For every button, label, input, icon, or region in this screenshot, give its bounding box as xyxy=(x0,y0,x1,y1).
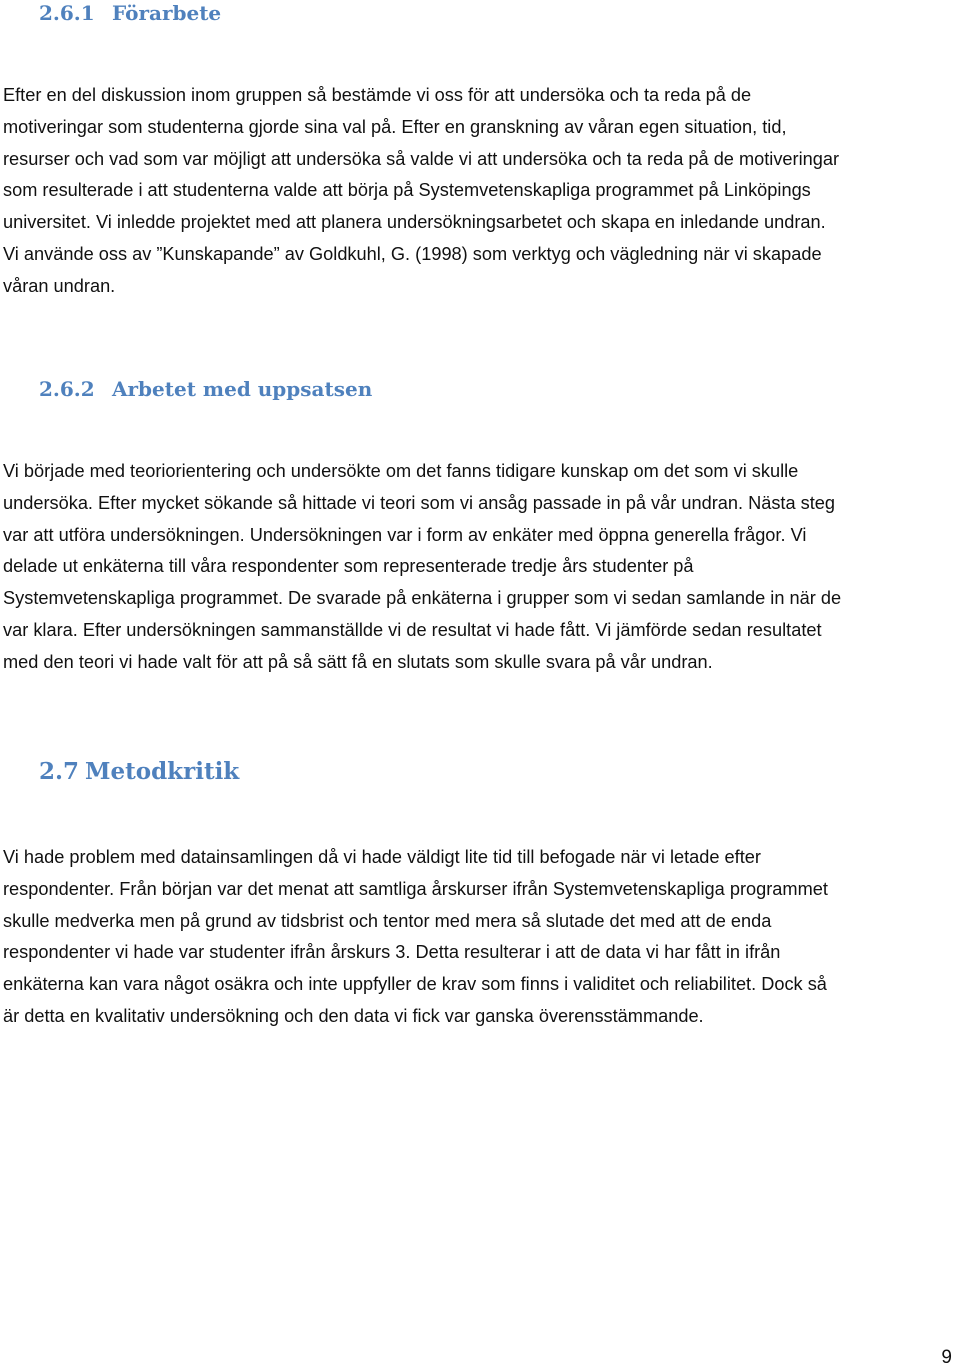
text-line: motiveringar som studenterna gjorde sina val på. Efter en granskning av våran egen situation, tid, xyxy=(3,116,787,137)
text-line: universitet. Vi inledde projektet med att planera undersökningsarbetet och skapa en inledande undran. xyxy=(3,212,826,233)
text-line: var att utföra undersökningen. Undersökningen var i form av enkäter med öppna generella frågor. Vi xyxy=(3,524,807,545)
text-line: delade ut enkäterna till våra respondenter som representerade tredje års studenter på xyxy=(3,556,694,577)
text-line: våran undran. xyxy=(3,275,116,296)
section-title: Arbetet med uppsatsen xyxy=(112,377,373,401)
paragraph-metodkritik xyxy=(3,842,953,1033)
text-line: som resulterade i att studenterna valde att börja på Systemvetenskapliga programmet på Linköpings xyxy=(3,180,811,201)
text-line: skulle medverka men på grund av tidsbrist och tentor med mera så slutade det med att de enda xyxy=(3,910,772,931)
section-heading-arbetet-med-uppsatsen xyxy=(39,376,372,402)
text-line: Vi hade problem med datainsamlingen då vi hade väldigt lite tid till befogade när vi letade efter xyxy=(3,847,761,867)
paragraph-forarbete xyxy=(3,80,953,303)
text-line: Systemvetenskapliga programmet. De svarade på enkäterna i grupper som vi sedan samlande in när de xyxy=(3,588,842,609)
section-heading-metodkritik xyxy=(39,757,239,787)
text-line: undersöka. Efter mycket sökande så hittade vi teori som vi ansåg passade in på vår undran. Nästa steg xyxy=(3,492,836,513)
text-line: resurser och vad som var möjligt att undersöka så valde vi att undersöka och ta reda på de motiveringar xyxy=(3,148,840,169)
section-title: Förarbete xyxy=(112,1,222,25)
text-line: respondenter. Från början var det menat att samtliga årskurser ifrån Systemvetenskapliga programmet xyxy=(3,878,828,899)
page-number: 9 xyxy=(941,1347,952,1368)
text-line: med den teori vi hade valt för att på så sätt få en slutats som skulle svara på vår undran. xyxy=(3,651,713,672)
section-heading-forarbete xyxy=(39,0,221,26)
text-line: Vi började med teoriorientering och undersökte om det fanns tidigare kunskap om det som vi skulle xyxy=(3,461,799,481)
text-line: var klara. Efter undersökningen sammanställde vi de resultat vi hade fått. Vi jämförde sedan resultatet xyxy=(3,619,822,640)
section-title: Metodkritik xyxy=(85,758,240,785)
section-number: 2.6.1 xyxy=(39,1,95,25)
text-line: Efter en del diskussion inom gruppen så bestämde vi oss för att undersöka och ta reda på de xyxy=(3,85,752,105)
section-number: 2.6.2 xyxy=(39,377,95,401)
paragraph-arbetet-med-uppsatsen xyxy=(3,456,953,679)
text-line: är detta en kvalitativ undersökning och den data vi fick var ganska överensstämmande. xyxy=(3,1005,704,1026)
section-number: 2.7 xyxy=(39,758,80,785)
text-line: Vi använde oss av ”Kunskapande” av Goldkuhl, G. (1998) som verktyg och vägledning när vi skapade xyxy=(3,243,822,264)
text-line: enkäterna kan vara något osäkra och inte uppfyller de krav som finns i validitet och reliabilitet. Dock så xyxy=(3,974,827,995)
text-line: respondenter vi hade var studenter ifrån årskurs 3. Detta resulterar i att de data vi har fått in ifrån xyxy=(3,942,781,963)
